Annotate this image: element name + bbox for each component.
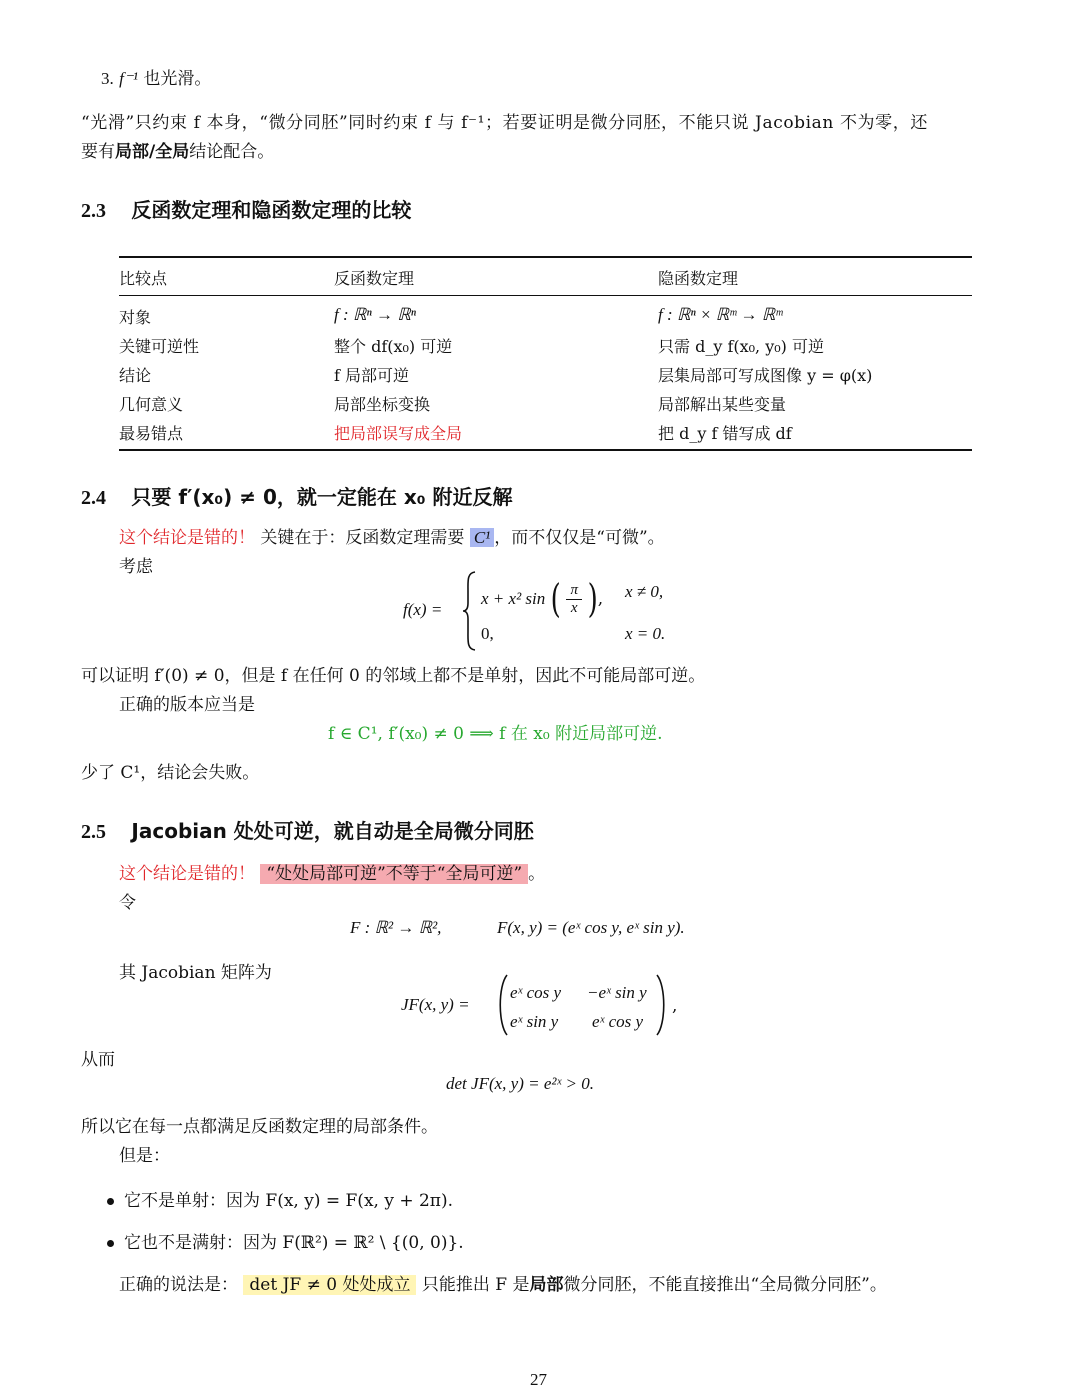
F-definition-formula: F(x, y) = (eˣ cos y, eˣ sin y). — [497, 918, 685, 937]
table-cell: 几何意义 — [119, 395, 184, 414]
correct-statement: f ∈ C¹, f′(x₀) ≠ 0 ⟹ f 在 x₀ 附近局部可逆. — [328, 724, 663, 744]
table-cell: 只需 d_y f(x₀, y₀) 可逆 — [658, 337, 825, 356]
matrix-comma: , — [672, 996, 678, 1016]
let-label: 令 — [119, 893, 136, 913]
section-number: 2.5 — [81, 821, 106, 843]
note-bold: 局部/全局 — [115, 142, 190, 162]
bullet-icon — [107, 1198, 114, 1205]
jacobian-lhs: JF(x, y) = — [401, 995, 470, 1014]
matrix-right-paren — [655, 974, 667, 1036]
table-top-rule — [119, 256, 972, 258]
section-2-3-heading — [81, 194, 411, 223]
table-header-col2: 反函数定理 — [334, 269, 415, 288]
note-post: 结论配合。 — [189, 142, 275, 162]
F-definition-map: F : ℝ² → ℝ², — [350, 918, 442, 937]
thus-label: 从而 — [81, 1050, 115, 1070]
case-1: x + x² sin ( $\frac{\pi}{x}$ ), — [481, 577, 604, 622]
matrix-entry: eˣ cos y — [592, 1012, 644, 1031]
jacobian-intro: 其 Jacobian 矩阵为 — [119, 963, 272, 983]
final-statement — [119, 1270, 887, 1295]
frac-num: π — [570, 582, 578, 598]
table-cell: f : ℝⁿ → ℝⁿ — [334, 305, 417, 324]
item-math: f⁻¹ — [119, 69, 138, 88]
table-cell-error: 把局部误写成全局 — [334, 424, 463, 443]
case-2-condition: x = 0. — [625, 624, 666, 643]
paren-left: ( — [550, 577, 561, 622]
table-cell: f 局部可逆 — [334, 366, 410, 385]
bullet-text: 它不是单射：因为 F(x, y) = F(x, y + 2π). — [124, 1191, 454, 1211]
final-mid: 只能推出 F 是 — [421, 1275, 530, 1295]
frac-den: x — [570, 600, 578, 616]
s24-key-line — [119, 523, 665, 548]
bullet-text: 它也不是满射：因为 F(ℝ²) = ℝ² \ {(0, 0)}. — [124, 1233, 464, 1253]
key-text: 关键在于：反函数定理需要 — [260, 528, 465, 548]
c1-highlight: C¹ — [470, 528, 494, 547]
period: 。 — [528, 864, 546, 884]
list-item-3 — [101, 64, 211, 89]
wrong-label: 这个结论是错的！ — [119, 864, 255, 884]
correct-version-label: 正确的版本应当是 — [119, 695, 255, 715]
bullet-icon — [107, 1240, 114, 1247]
section-title: 只要 f′(x₀) ≠ 0，就一定能在 x₀ 附近反解 — [131, 485, 513, 509]
table-cell: f : ℝⁿ × ℝᵐ → ℝᵐ — [658, 305, 783, 324]
local-condition-line: 所以它在每一点都满足反函数定理的局部条件。 — [81, 1117, 438, 1137]
final-pre: 正确的说法是： — [119, 1275, 238, 1295]
list-item — [107, 1186, 453, 1211]
pink-highlight: “处处局部可逆”不等于“全局可逆” — [260, 864, 528, 884]
proof-line: 可以证明 f′(0) ≠ 0，但是 f 在任何 0 的邻域上都不是单射，因此不可能局部可逆。 — [81, 666, 706, 686]
table-cell: 最易错点 — [119, 424, 184, 443]
final-bold: 局部 — [529, 1275, 564, 1295]
table-cell: 对象 — [119, 308, 152, 327]
note-pre: 要有 — [81, 142, 115, 162]
section-title: Jacobian 处处可逆，就自动是全局微分同胚 — [131, 819, 534, 843]
table-cell: 局部解出某些变量 — [658, 395, 787, 414]
table-cell: 层集局部可写成图像 y = φ(x) — [658, 366, 873, 385]
table-cell: 把 d_y f 错写成 df — [658, 424, 792, 443]
section-number: 2.3 — [81, 200, 106, 222]
wrong-label: 这个结论是错的！ — [119, 528, 255, 548]
table-cell: 关键可逆性 — [119, 337, 200, 356]
consider-label: 考虑 — [119, 557, 153, 577]
matrix-entry: −eˣ sin y — [587, 983, 647, 1002]
item-text: 也光滑。 — [137, 69, 212, 89]
matrix-left-paren — [497, 974, 509, 1036]
note-line-1: “光滑”只约束 f 本身，“微分同胚”同时约束 f 与 f⁻¹；若要证明是微分同胚，不能只说 Jacobian 不为零，还 — [81, 113, 928, 133]
fraction — [566, 582, 582, 617]
lack-c1-line: 少了 C¹，结论会失败。 — [81, 763, 260, 783]
table-header-col1: 比较点 — [119, 269, 168, 288]
piecewise-lhs: f(x) = — [403, 600, 443, 619]
section-2-5-heading — [81, 815, 534, 844]
list-item — [107, 1228, 464, 1253]
paren-right: ) — [587, 577, 598, 622]
item-number: 3. — [101, 69, 114, 88]
table-cell: 结论 — [119, 366, 152, 385]
matrix-entry: eˣ cos y — [510, 983, 562, 1002]
table-cell: 局部坐标变换 — [334, 395, 431, 414]
table-cell: 整个 df(x₀) 可逆 — [334, 337, 453, 356]
left-brace — [462, 571, 478, 651]
matrix-entry: eˣ sin y — [510, 1012, 559, 1031]
note-line-2 — [81, 137, 274, 162]
determinant-formula: det JF(x, y) = e²ˣ > 0. — [446, 1074, 594, 1093]
section-number: 2.4 — [81, 487, 106, 509]
but-label: 但是： — [119, 1146, 170, 1166]
s25-wrong-line — [119, 859, 545, 884]
table-mid-rule — [119, 295, 972, 296]
table-header-col3: 隐函数定理 — [658, 269, 739, 288]
page-number: 27 — [530, 1370, 547, 1389]
yellow-highlight: det JF ≠ 0 处处成立 — [243, 1275, 416, 1295]
case-2: 0, — [481, 624, 494, 643]
section-title: 反函数定理和隐函数定理的比较 — [131, 198, 412, 222]
case1-expr: x + x² sin — [481, 589, 546, 608]
case-1-condition: x ≠ 0, — [625, 582, 664, 601]
key-text-post: ，而不仅仅是“可微”。 — [494, 528, 665, 548]
section-2-4-heading — [81, 481, 512, 510]
table-bottom-rule — [119, 449, 972, 451]
final-post: 微分同胚，不能直接推出“全局微分同胚”。 — [563, 1275, 887, 1295]
